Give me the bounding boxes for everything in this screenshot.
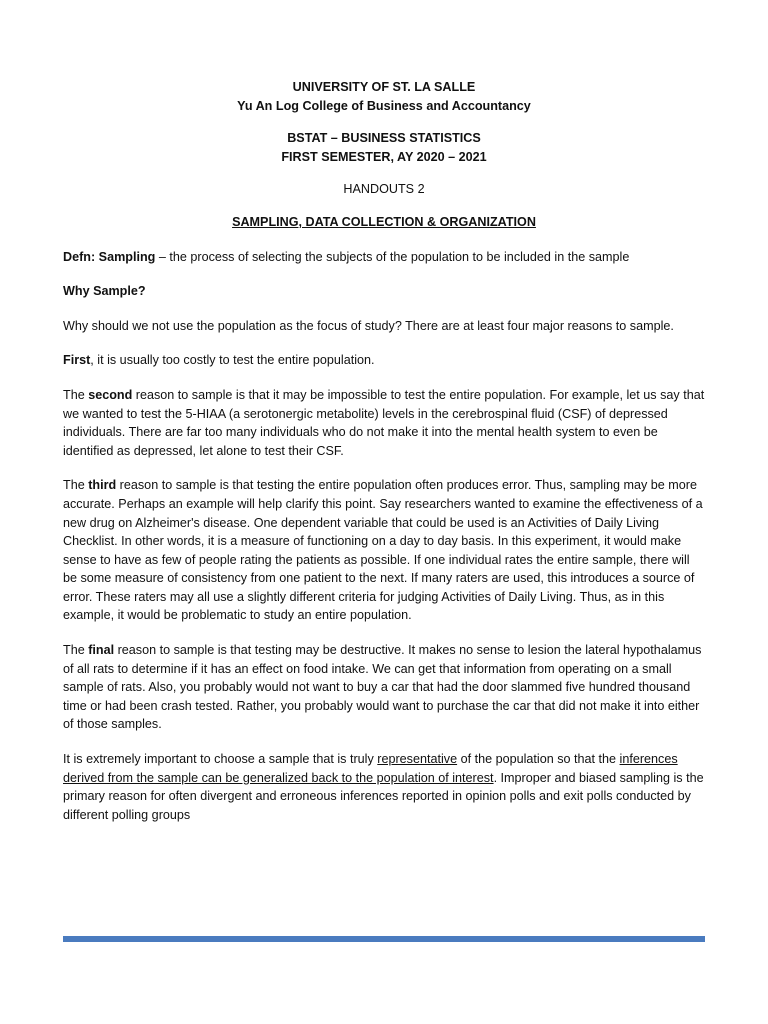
university-name: UNIVERSITY OF ST. LA SALLE [292, 80, 476, 94]
third-text: reason to sample is that testing the entire population often produces error. Thus, sampling may be more accurate. Perhaps an example will help clarify this point. Say researchers wanted to examine the effectiveness of a new drug on Alzheimer's disease. One dependent variable that could be used is an Activities of Daily Living Checklist. In other words, it is a measure of functioning on a day to day basis. In this experiment, it would make sense to have as few of people rating the patients as possible. If one individual rates the entire sample, there will be some measure of consistency from one patient to the next. If many raters are used, this introduces a source of error. These raters may all use a slightly different criteria for judging Activities of Daily Living. Thus, as in this example, it would be problematic to study an entire population. [63, 478, 703, 623]
third-bold: third [88, 478, 117, 493]
closing-mid: of the population so that the [457, 752, 620, 767]
semester-label: FIRST SEMESTER, AY 2020 – 2021 [281, 149, 487, 164]
footer-divider-bar [63, 936, 705, 942]
college-name: Yu An Log College of Business and Accountancy [237, 98, 531, 113]
intro-paragraph: Why should we not use the population as the focus of study? There are at least four major reasons to sample. [63, 318, 674, 333]
why-sample-heading-text: Why Sample? [63, 284, 146, 299]
first-reason-paragraph [63, 351, 705, 370]
inferences-phrase: inferences derived from the sample can be generalized back to the population of interest [63, 752, 678, 785]
document-page [63, 78, 705, 840]
handout-number: HANDOUTS 2 [343, 182, 425, 197]
final-bold: final [88, 643, 115, 658]
closing-pre: It is extremely important to choose a sample that is truly [63, 752, 378, 767]
final-reason-paragraph [63, 641, 705, 734]
second-pre: The [63, 387, 89, 402]
final-pre: The [63, 643, 89, 658]
definition-label: Defn: Sampling [63, 249, 156, 264]
definition-text: – the process of selecting the subjects of the population to be included in the sample [155, 249, 630, 264]
third-reason-paragraph [63, 476, 705, 625]
why-sample-heading [63, 282, 705, 301]
representative-term: representative [377, 752, 458, 767]
course-title: BSTAT – BUSINESS STATISTICS [287, 131, 481, 146]
second-bold: second [88, 387, 133, 402]
second-text: reason to sample is that it may be impossible to test the entire population. For example, let us say that we wanted to test the 5-HIAA (a serotonergic metabolite) levels in the cerebrospinal fluid (CSF) of depressed individuals. There are far too many individuals who do not make it into the mental health system to even be identified as depressed, let alone to test their CSF. [63, 387, 705, 458]
first-text: , it is usually too costly to test the entire population. [90, 353, 375, 368]
definition-paragraph [63, 248, 705, 267]
closing-post: . Improper and biased sampling is the primary reason for often divergent and erroneous inferences reported in opinion polls and exit polls conducted by different polling groups [63, 770, 704, 822]
final-text: reason to sample is that testing may be destructive. It makes no sense to lesion the lateral hypothalamus of all rats to determine if it has an effect on food intake. We can get that information from operating on a small sample of rats. Also, you probably would not want to buy a car that had the door slammed five hundred thousand time or had been crash tested. Rather, you probably would want to purchase the car that did not make it into either of those samples. [63, 643, 702, 732]
first-bold: First [63, 353, 91, 368]
third-pre: The [63, 478, 89, 493]
closing-paragraph [63, 750, 705, 824]
second-reason-paragraph [63, 386, 705, 460]
topic-heading: SAMPLING, DATA COLLECTION & ORGANIZATION [232, 214, 536, 229]
